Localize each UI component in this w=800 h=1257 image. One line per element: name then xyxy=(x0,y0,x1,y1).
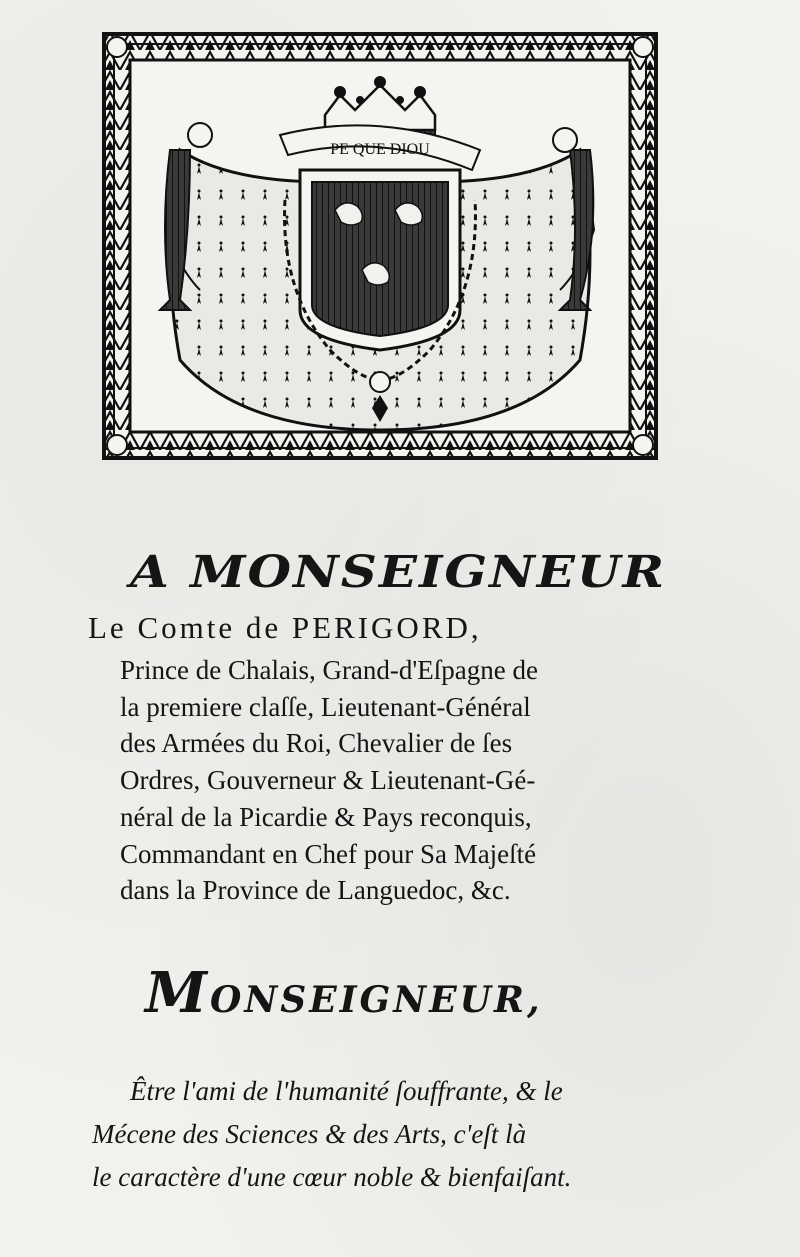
title-line: Ordres, Gouverneur & Lieutenant-Gé- xyxy=(120,765,536,796)
body-line: le caractère d'une cœur noble & bienfaiſant. xyxy=(92,1162,572,1192)
title-line: néral de la Picardie & Pays reconquis, xyxy=(120,801,532,832)
honoree-name: Le Comte de PERIGORD, xyxy=(88,610,482,645)
coat-of-arms-engraving xyxy=(100,30,660,462)
salutation-initial: M xyxy=(145,960,210,1026)
motto-text: PE QUE DIOU xyxy=(330,141,430,158)
body-line: Mécene des Sciences & des Arts, c'eſt là xyxy=(92,1119,527,1149)
title-line: la premiere claſſe, Lieutenant-Général xyxy=(120,691,531,722)
salutation-rest: ONSEIGNEUR, xyxy=(210,979,543,1021)
title-line: des Armées du Roi, Chevalier de ſes xyxy=(120,728,513,759)
title-line: dans la Province de Languedoc, &c. xyxy=(120,875,511,906)
body-line: Être l'ami de l'humanité ſouffrante, & le xyxy=(130,1076,563,1106)
title-line: Commandant en Chef pour Sa Majeſté xyxy=(120,838,537,869)
bleed-through-text xyxy=(80,470,87,500)
dedication-heading: A MONSEIGNEUR xyxy=(129,545,667,598)
dedication-body xyxy=(92,1070,672,1199)
honoree-titles xyxy=(120,652,670,909)
salutation xyxy=(145,960,645,1026)
title-line: Prince de Chalais, Grand-d'Eſpagne de xyxy=(120,655,538,685)
